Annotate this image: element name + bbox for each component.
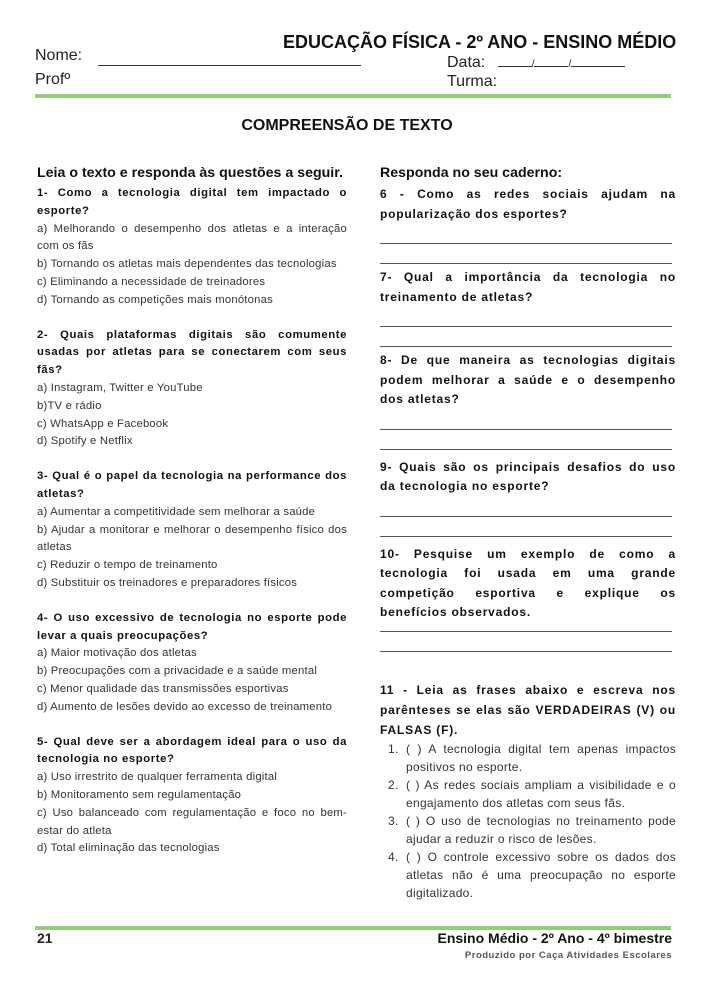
answer-line[interactable] xyxy=(380,224,672,244)
option[interactable]: a) Maior motivação dos atletas xyxy=(37,647,197,660)
question-9 xyxy=(380,458,676,537)
option[interactable]: d) Tornando as competições mais monótonas xyxy=(37,293,273,306)
option[interactable]: c) Eliminando a necessidade de treinadores xyxy=(37,275,266,288)
multiple-choice-column xyxy=(37,163,347,858)
item-number: 1. xyxy=(388,741,399,756)
option[interactable]: c) Menor qualidade das transmissões esportivas xyxy=(37,682,289,695)
option[interactable]: d) Aumento de lesões devido ao excesso de treinamento xyxy=(37,700,333,713)
answer-line[interactable] xyxy=(380,410,672,430)
true-false-item[interactable] xyxy=(388,848,676,902)
question-text: 4- O uso excessivo de tecnologia no esporte pode levar a quais preocupações? xyxy=(37,611,347,642)
question-3 xyxy=(37,468,347,593)
item-text: ( ) A tecnologia digital tem apenas impactos positivos no esporte. xyxy=(406,741,676,774)
option[interactable]: a) Aumentar a competitividade sem melhorar a saúde xyxy=(37,505,316,518)
series-label: Ensino Médio - 2º Ano - 4º bimestre xyxy=(437,930,672,946)
date-separator: / xyxy=(568,59,572,70)
notebook-instructions: Responda no seu caderno: xyxy=(380,165,563,181)
true-false-list xyxy=(380,740,676,902)
item-text: ( ) O controle excessivo sobre os dados dos atletas não é uma preocupação no esporte digitalizado. xyxy=(406,849,676,900)
true-false-item[interactable] xyxy=(388,776,676,812)
item-text: ( ) As redes sociais ampliam a visibilidade e o engajamento dos atletas com seus fãs. xyxy=(406,777,676,810)
question-1 xyxy=(37,185,347,310)
page-number: 21 xyxy=(37,930,53,946)
option[interactable]: c) Reduzir o tempo de treinamento xyxy=(37,559,218,572)
true-false-item[interactable] xyxy=(388,812,676,848)
item-number: 4. xyxy=(388,849,399,864)
option[interactable]: b) Preocupações com a privacidade e a saúde mental xyxy=(37,665,318,678)
answer-line[interactable] xyxy=(380,517,672,537)
item-number: 2. xyxy=(388,777,399,792)
header-divider xyxy=(35,94,671,98)
option[interactable]: d) Substituir os treinadores e preparadores físicos xyxy=(37,576,298,589)
option[interactable]: a) Melhorando o desempenho dos atletas e a interação com os fãs xyxy=(37,222,347,253)
question-text: 6 - Como as redes sociais ajudam na popularização dos esportes? xyxy=(380,187,676,221)
question-2 xyxy=(37,327,347,452)
item-text: ( ) O uso de tecnologias no treinamento pode ajudar a reduzir o risco de lesões. xyxy=(406,813,676,846)
worksheet-title: EDUCAÇÃO FÍSICA - 2º ANO - ENSINO MÉDIO xyxy=(283,32,677,52)
question-8 xyxy=(380,351,676,450)
answer-line[interactable] xyxy=(380,244,672,264)
date-separator: / xyxy=(531,59,535,70)
open-questions-column xyxy=(380,163,676,902)
question-5 xyxy=(37,734,347,859)
credit-text: Produzido por Caça Atividades Escolares xyxy=(464,950,672,961)
section-title: COMPREENSÃO DE TEXTO xyxy=(241,117,453,134)
question-text: 7- Qual a importância da tecnologia no treinamento de atletas? xyxy=(380,270,676,304)
question-text: 9- Quais são os principais desafios do uso da tecnologia no esporte? xyxy=(380,459,676,493)
option[interactable]: b) Tornando os atletas mais dependentes das tecnologias xyxy=(37,258,337,271)
instructions: Leia o texto e responda às questões a seguir. xyxy=(37,165,343,181)
option[interactable]: a) Instagram, Twitter e YouTube xyxy=(37,381,203,394)
answer-line[interactable] xyxy=(380,327,672,347)
question-text: 11 - Leia as frases abaixo e escreva nos parênteses se elas são VERDADEIRAS (V) ou FALSAS (F). xyxy=(380,682,676,737)
question-4 xyxy=(37,610,347,717)
question-text: 3- Qual é o papel da tecnologia na performance dos atletas? xyxy=(37,470,347,500)
question-text: 8- De que maneira as tecnologias digitais podem melhorar a saúde e o desempenho dos atletas? xyxy=(380,353,676,406)
question-7 xyxy=(380,268,676,347)
question-10 xyxy=(380,545,676,652)
answer-line[interactable] xyxy=(380,632,672,652)
nome-label: Nome: xyxy=(35,47,83,64)
nome-field[interactable] xyxy=(98,65,361,66)
prof-label: Profº xyxy=(35,71,71,88)
option[interactable]: c) WhatsApp e Facebook xyxy=(37,417,169,430)
date-year-field[interactable] xyxy=(571,54,625,67)
option[interactable]: d) Total eliminação das tecnologias xyxy=(37,842,220,855)
answer-line[interactable] xyxy=(380,430,672,450)
option[interactable]: c) Uso balanceado com regulamentação e foco no bem-estar do atleta xyxy=(37,806,347,837)
true-false-item[interactable] xyxy=(388,740,676,776)
turma-label: Turma: xyxy=(447,73,498,90)
question-text: 10- Pesquise um exemplo de como a tecnologia foi usada em uma grande competição esportiva e explique os benefícios observados. xyxy=(380,546,676,619)
answer-line[interactable] xyxy=(380,497,672,517)
data-label: Data: xyxy=(447,54,486,71)
date-day-field[interactable] xyxy=(498,54,532,67)
date-month-field[interactable] xyxy=(534,54,568,67)
option[interactable]: b)TV e rádio xyxy=(37,399,102,412)
question-text: 2- Quais plataformas digitais são comumente usadas por atletas para se conectarem com seus fãs? xyxy=(37,328,347,377)
answer-line[interactable] xyxy=(380,623,672,632)
question-6 xyxy=(380,185,676,264)
question-text: 1- Como a tecnologia digital tem impactado o esporte? xyxy=(37,187,347,217)
question-11 xyxy=(380,680,676,902)
question-text: 5- Qual deve ser a abordagem ideal para o uso da tecnologia no esporte? xyxy=(37,735,347,766)
answer-line[interactable] xyxy=(380,307,672,327)
option[interactable]: d) Spotify e Netflix xyxy=(37,435,133,448)
option[interactable]: a) Uso irrestrito de qualquer ferramenta digital xyxy=(37,771,278,784)
option[interactable]: b) Monitoramento sem regulamentação xyxy=(37,788,242,801)
item-number: 3. xyxy=(388,813,399,828)
date-row xyxy=(447,54,625,72)
option[interactable]: b) Ajudar a monitorar e melhorar o desempenho físico dos atletas xyxy=(37,523,347,554)
